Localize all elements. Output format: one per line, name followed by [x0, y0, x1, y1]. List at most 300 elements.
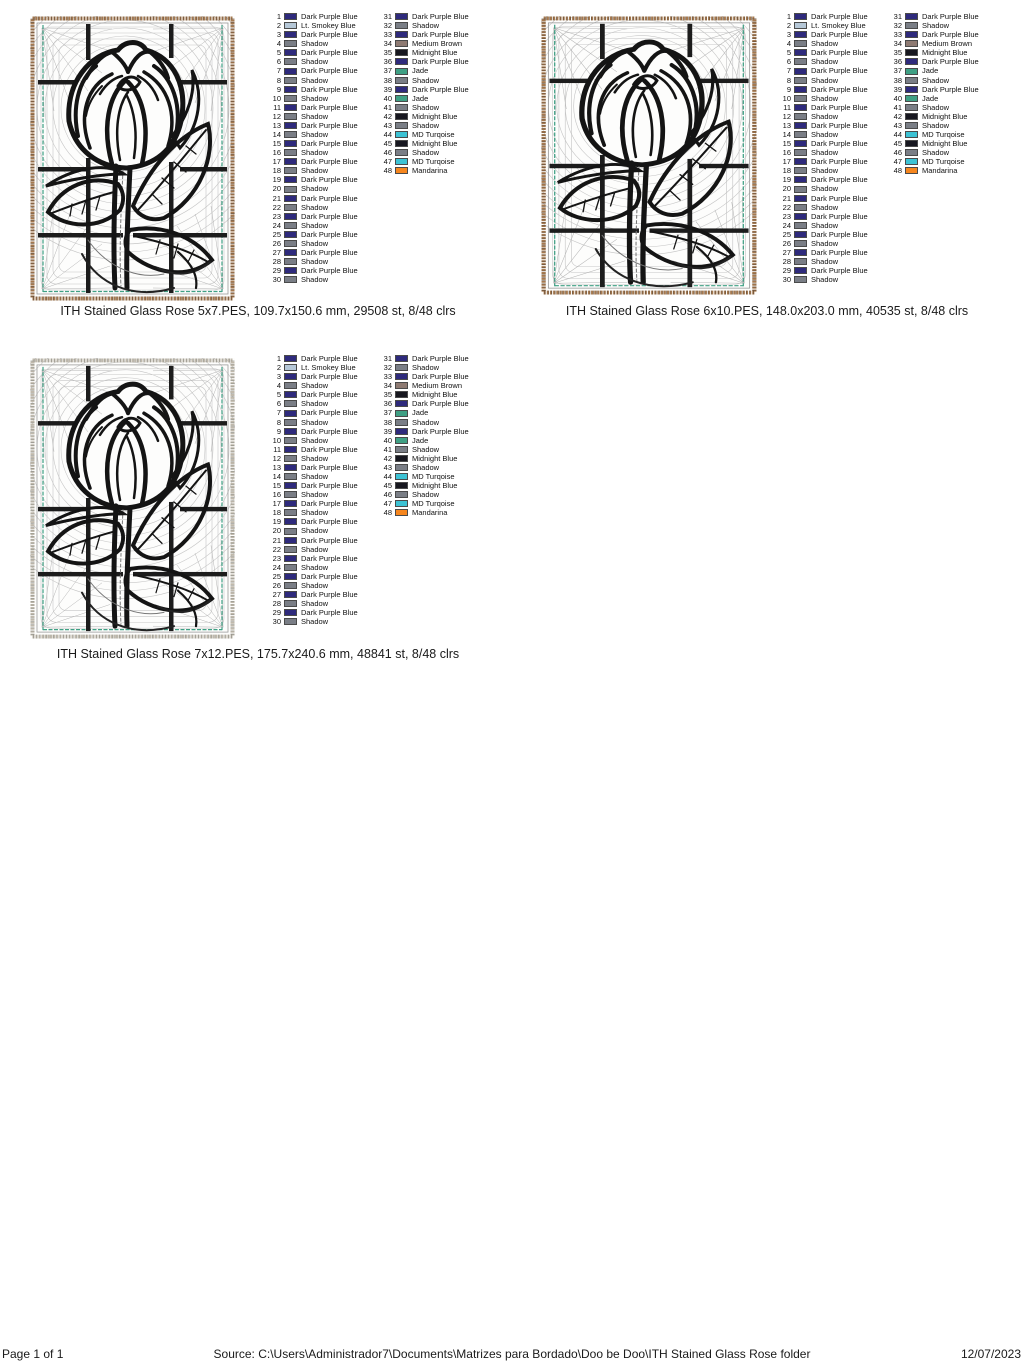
thread-number: 14	[782, 130, 791, 140]
thread-color-name: Shadow	[811, 93, 839, 103]
thread-color-row	[266, 445, 377, 454]
thread-number: 12	[782, 111, 791, 121]
thread-number: 33	[893, 30, 902, 40]
thread-number: 26	[782, 238, 791, 248]
thread-color-row	[776, 212, 887, 221]
thread-color-swatch	[284, 591, 297, 598]
thread-color-name: Dark Purple Blue	[811, 266, 868, 276]
thread-color-row	[266, 184, 377, 193]
thread-color-name: Shadow	[412, 102, 440, 112]
thread-color-row	[776, 239, 887, 248]
thread-color-column	[377, 12, 488, 284]
thread-number: 25	[272, 229, 281, 239]
thread-color-name: Dark Purple Blue	[412, 84, 469, 94]
thread-color-swatch	[905, 58, 918, 65]
thread-number: 6	[276, 399, 281, 409]
thread-color-name: Shadow	[811, 257, 839, 267]
thread-color-name: Dark Purple Blue	[811, 193, 868, 203]
thread-color-row	[776, 94, 887, 103]
thread-color-swatch	[284, 158, 297, 165]
thread-color-row	[377, 21, 488, 30]
thread-color-swatch	[794, 40, 807, 47]
thread-color-swatch	[905, 122, 918, 129]
thread-color-name: Dark Purple Blue	[301, 608, 358, 618]
thread-color-row	[266, 418, 377, 427]
thread-number: 41	[893, 102, 902, 112]
thread-color-name: Jade	[922, 93, 939, 103]
thread-number: 33	[383, 372, 392, 382]
thread-color-swatch	[284, 464, 297, 471]
thread-color-swatch	[395, 391, 408, 398]
thread-color-swatch	[395, 113, 408, 120]
thread-color-row	[266, 48, 377, 57]
design-thumbnail-6x10	[541, 16, 757, 295]
thread-color-column	[887, 12, 998, 284]
thread-number: 46	[383, 148, 392, 158]
thread-color-swatch	[284, 355, 297, 362]
thread-color-name: Midnight Blue	[412, 453, 458, 463]
thread-color-row	[266, 390, 377, 399]
thread-number: 3	[276, 30, 281, 40]
thread-color-swatch	[905, 68, 918, 75]
thread-number: 27	[272, 590, 281, 600]
thread-color-row	[887, 39, 998, 48]
thread-number: 14	[272, 130, 281, 140]
thread-number: 11	[273, 444, 281, 454]
thread-color-row	[887, 139, 998, 148]
thread-color-swatch	[284, 564, 297, 571]
thread-color-name: Shadow	[811, 184, 839, 194]
thread-number: 10	[782, 93, 791, 103]
thread-color-row	[266, 230, 377, 239]
thread-color-swatch	[395, 104, 408, 111]
thread-color-name: Dark Purple Blue	[811, 12, 868, 21]
thread-color-name: Shadow	[301, 275, 329, 285]
thread-number: 28	[272, 599, 281, 609]
thread-color-row	[776, 166, 887, 175]
thread-color-row	[377, 490, 488, 499]
thread-color-name: Shadow	[301, 75, 329, 85]
thread-color-row	[266, 130, 377, 139]
thread-number: 22	[272, 544, 281, 554]
thread-color-row	[377, 508, 488, 517]
thread-color-swatch	[284, 149, 297, 156]
thread-color-name: Midnight Blue	[412, 111, 458, 121]
thread-color-name: Dark Purple Blue	[811, 102, 868, 112]
thread-color-row	[887, 112, 998, 121]
thread-color-row	[266, 76, 377, 85]
thread-color-name: Shadow	[811, 275, 839, 285]
thread-number: 44	[383, 472, 392, 482]
thread-color-name: Dark Purple Blue	[301, 590, 358, 600]
thread-color-name: Jade	[412, 66, 429, 76]
thread-number: 48	[383, 166, 392, 176]
thread-color-swatch	[284, 186, 297, 193]
thread-number: 6	[276, 57, 281, 67]
thread-color-name: Shadow	[301, 580, 329, 590]
thread-color-row	[377, 363, 488, 372]
thread-color-row	[377, 57, 488, 66]
thread-color-row	[266, 57, 377, 66]
thread-number: 29	[782, 266, 791, 276]
thread-color-name: Dark Purple Blue	[412, 426, 469, 436]
thread-color-row	[377, 39, 488, 48]
thread-color-name: Midnight Blue	[922, 139, 968, 149]
thread-color-name: Shadow	[301, 508, 329, 518]
thread-color-row	[776, 221, 887, 230]
thread-color-name: Shadow	[412, 444, 440, 454]
thread-number: 44	[893, 130, 902, 140]
thread-color-swatch	[395, 500, 408, 507]
thread-color-swatch	[794, 158, 807, 165]
thread-color-name: Dark Purple Blue	[301, 390, 358, 400]
thread-color-name: Dark Purple Blue	[922, 84, 979, 94]
thread-color-swatch	[794, 68, 807, 75]
thread-color-swatch	[284, 49, 297, 56]
thread-color-row	[266, 563, 377, 572]
thread-color-name: Shadow	[301, 39, 329, 49]
thread-color-swatch	[905, 140, 918, 147]
thread-number: 23	[272, 553, 281, 563]
thread-color-name: Shadow	[301, 399, 329, 409]
thread-color-row	[266, 363, 377, 372]
stained-glass-rose-graphic	[30, 358, 235, 639]
thread-color-name: Dark Purple Blue	[301, 408, 358, 418]
thread-color-name: Midnight Blue	[412, 48, 458, 58]
thread-color-swatch	[905, 40, 918, 47]
thread-color-name: Shadow	[301, 257, 329, 267]
thread-number: 18	[782, 166, 791, 176]
thread-color-swatch	[794, 49, 807, 56]
thread-number: 32	[383, 21, 392, 31]
thread-color-name: Mandarina	[412, 166, 448, 176]
thread-color-swatch	[905, 113, 918, 120]
thread-number: 18	[272, 508, 281, 518]
thread-color-swatch	[395, 364, 408, 371]
thread-number: 13	[782, 120, 791, 130]
thread-number: 14	[272, 472, 281, 482]
thread-color-swatch	[905, 31, 918, 38]
thread-number: 36	[893, 57, 902, 67]
thread-color-row	[776, 275, 887, 284]
thread-color-name: Shadow	[301, 130, 329, 140]
thread-number: 2	[276, 363, 281, 373]
thread-color-name: Shadow	[811, 148, 839, 158]
thread-color-row	[377, 166, 488, 175]
thread-color-swatch	[395, 77, 408, 84]
thread-color-swatch	[395, 373, 408, 380]
thread-color-swatch	[395, 410, 408, 417]
thread-color-swatch	[794, 122, 807, 129]
thread-color-swatch	[905, 158, 918, 165]
thread-color-name: Midnight Blue	[412, 481, 458, 491]
thread-number: 37	[383, 66, 392, 76]
thread-color-swatch	[905, 86, 918, 93]
thread-color-swatch	[284, 609, 297, 616]
thread-color-row	[266, 139, 377, 148]
thread-color-row	[377, 12, 488, 21]
thread-color-row	[266, 166, 377, 175]
thread-color-swatch	[905, 104, 918, 111]
thread-color-swatch	[794, 149, 807, 156]
thread-color-row	[266, 194, 377, 203]
thread-number: 42	[383, 111, 392, 121]
thread-color-swatch	[794, 240, 807, 247]
thread-number: 47	[383, 499, 392, 509]
thread-color-swatch	[284, 482, 297, 489]
thread-color-name: Shadow	[412, 21, 440, 31]
thread-color-swatch	[794, 258, 807, 265]
thread-color-row	[776, 194, 887, 203]
thread-color-swatch	[284, 400, 297, 407]
thread-color-name: Shadow	[301, 184, 329, 194]
thread-color-name: Dark Purple Blue	[301, 12, 358, 21]
thread-color-name: Shadow	[301, 57, 329, 67]
thread-color-row	[266, 21, 377, 30]
thread-color-row	[266, 536, 377, 545]
thread-color-swatch	[284, 276, 297, 283]
thread-color-name: Shadow	[301, 417, 329, 427]
thread-color-row	[377, 390, 488, 399]
thread-color-swatch	[284, 140, 297, 147]
design-caption-6x10: ITH Stained Glass Rose 6x10.PES, 148.0x203.0 mm, 40535 st, 8/48 clrs	[565, 304, 969, 318]
thread-number: 41	[383, 444, 392, 454]
thread-color-swatch	[284, 167, 297, 174]
thread-color-name: Shadow	[412, 417, 440, 427]
thread-color-name: Dark Purple Blue	[301, 30, 358, 40]
thread-color-row	[377, 94, 488, 103]
thread-color-swatch	[284, 13, 297, 20]
thread-color-name: Shadow	[301, 238, 329, 248]
thread-color-swatch	[794, 104, 807, 111]
thread-number: 11	[273, 102, 281, 112]
thread-color-swatch	[905, 95, 918, 102]
thread-color-name: MD Turqoise	[412, 157, 455, 167]
thread-color-row	[377, 381, 488, 390]
design-thumbnail-5x7	[30, 16, 235, 301]
thread-color-row	[377, 408, 488, 417]
thread-number: 16	[272, 490, 281, 500]
thread-color-name: Shadow	[301, 220, 329, 230]
thread-color-swatch	[395, 355, 408, 362]
thread-number: 34	[383, 381, 392, 391]
thread-number: 20	[272, 184, 281, 194]
thread-color-name: Dark Purple Blue	[301, 48, 358, 58]
thread-color-swatch	[284, 600, 297, 607]
thread-color-name: Jade	[922, 66, 939, 76]
thread-color-row	[377, 418, 488, 427]
thread-number: 38	[893, 75, 902, 85]
thread-color-swatch	[794, 86, 807, 93]
thread-color-swatch	[395, 86, 408, 93]
thread-color-row	[776, 184, 887, 193]
thread-color-swatch	[284, 22, 297, 29]
thread-color-name: Lt. Smokey Blue	[811, 21, 866, 31]
thread-number: 34	[893, 39, 902, 49]
thread-color-swatch	[395, 167, 408, 174]
thread-number: 43	[383, 462, 392, 472]
thread-color-name: Shadow	[301, 166, 329, 176]
thread-number: 28	[272, 257, 281, 267]
thread-number: 5	[276, 390, 281, 400]
thread-color-swatch	[905, 22, 918, 29]
thread-color-name: Shadow	[811, 220, 839, 230]
thread-number: 9	[786, 84, 791, 94]
thread-number: 16	[272, 148, 281, 158]
thread-color-swatch	[284, 258, 297, 265]
thread-color-name: MD Turqoise	[922, 130, 965, 140]
thread-color-swatch	[395, 455, 408, 462]
thread-color-column	[776, 12, 887, 284]
thread-color-name: Shadow	[301, 472, 329, 482]
thread-color-row	[266, 221, 377, 230]
thread-number: 43	[893, 120, 902, 130]
thread-color-row	[887, 157, 998, 166]
footer-source-path: Source: C:\Users\Administrador7\Documents\Matrizes para Bordado\Doo be Doo\ITH Stained Glass Rose folder	[213, 1347, 811, 1361]
thread-color-swatch	[284, 382, 297, 389]
thread-color-swatch	[284, 555, 297, 562]
thread-color-swatch	[284, 240, 297, 247]
thread-number: 24	[272, 220, 281, 230]
thread-number: 7	[276, 66, 281, 76]
thread-color-row	[887, 21, 998, 30]
thread-color-name: Shadow	[301, 599, 329, 609]
thread-color-row	[266, 572, 377, 581]
thread-color-row	[887, 12, 998, 21]
thread-color-name: Shadow	[301, 490, 329, 500]
thread-color-row	[776, 121, 887, 130]
thread-color-name: Shadow	[811, 130, 839, 140]
thread-number: 12	[272, 111, 281, 121]
thread-color-row	[377, 481, 488, 490]
footer-date: 12/07/2023	[960, 1347, 1021, 1361]
thread-color-row	[266, 463, 377, 472]
thread-color-column	[377, 354, 488, 626]
thread-color-row	[266, 599, 377, 608]
thread-color-name: Jade	[412, 435, 429, 445]
thread-color-swatch	[905, 149, 918, 156]
design-caption-5x7: ITH Stained Glass Rose 5x7.PES, 109.7x150.6 mm, 29508 st, 8/48 clrs	[60, 304, 456, 318]
thread-color-list-6x10	[776, 12, 998, 284]
thread-color-name: Shadow	[811, 39, 839, 49]
thread-color-row	[266, 239, 377, 248]
thread-color-row	[776, 157, 887, 166]
thread-color-row	[377, 427, 488, 436]
thread-color-name: Dark Purple Blue	[811, 248, 868, 258]
thread-number: 40	[893, 93, 902, 103]
thread-color-name: Dark Purple Blue	[301, 444, 358, 454]
thread-color-name: Shadow	[301, 111, 329, 121]
thread-color-name: Shadow	[811, 57, 839, 67]
thread-color-name: Midnight Blue	[922, 48, 968, 58]
thread-color-swatch	[284, 446, 297, 453]
thread-color-name: Lt. Smokey Blue	[301, 363, 356, 373]
thread-number: 45	[893, 139, 902, 149]
thread-color-swatch	[395, 95, 408, 102]
thread-color-name: Dark Purple Blue	[301, 517, 358, 527]
thread-color-swatch	[284, 410, 297, 417]
thread-color-name: Dark Purple Blue	[301, 248, 358, 258]
thread-color-name: Dark Purple Blue	[301, 139, 358, 149]
thread-number: 40	[383, 93, 392, 103]
thread-number: 30	[272, 617, 281, 627]
thread-number: 3	[786, 30, 791, 40]
thread-color-swatch	[905, 167, 918, 174]
thread-color-name: Dark Purple Blue	[301, 211, 358, 221]
thread-number: 5	[276, 48, 281, 58]
thread-number: 17	[272, 499, 281, 509]
thread-number: 30	[782, 275, 791, 285]
thread-color-name: Shadow	[811, 202, 839, 212]
thread-color-row	[266, 617, 377, 626]
thread-color-name: Dark Purple Blue	[922, 30, 979, 40]
thread-color-name: Dark Purple Blue	[301, 462, 358, 472]
thread-color-name: Dark Purple Blue	[301, 354, 358, 363]
thread-number: 29	[272, 608, 281, 618]
thread-color-swatch	[395, 140, 408, 147]
thread-color-row	[266, 517, 377, 526]
thread-number: 6	[786, 57, 791, 67]
thread-color-name: Shadow	[301, 526, 329, 536]
thread-color-name: Dark Purple Blue	[301, 426, 358, 436]
thread-color-row	[266, 545, 377, 554]
thread-color-row	[776, 230, 887, 239]
thread-color-row	[377, 85, 488, 94]
thread-number: 44	[383, 130, 392, 140]
thread-color-swatch	[395, 40, 408, 47]
thread-number: 23	[782, 211, 791, 221]
stained-glass-rose-graphic	[30, 16, 235, 301]
thread-color-row	[887, 57, 998, 66]
thread-number: 2	[276, 21, 281, 31]
thread-color-name: Medium Brown	[922, 39, 973, 49]
thread-color-name: Shadow	[412, 148, 440, 158]
thread-color-row	[776, 30, 887, 39]
thread-color-row	[776, 257, 887, 266]
thread-color-row	[266, 481, 377, 490]
thread-color-list-5x7	[266, 12, 488, 284]
thread-number: 31	[383, 354, 392, 363]
thread-color-list-7x12	[266, 354, 488, 626]
thread-color-name: Dark Purple Blue	[301, 481, 358, 491]
thread-color-swatch	[284, 373, 297, 380]
thread-color-row	[266, 112, 377, 121]
thread-color-row	[377, 121, 488, 130]
thread-number: 36	[383, 399, 392, 409]
thread-number: 15	[782, 139, 791, 149]
thread-color-swatch	[395, 509, 408, 516]
thread-color-swatch	[905, 13, 918, 20]
thread-color-row	[377, 372, 488, 381]
thread-color-row	[887, 94, 998, 103]
thread-color-name: Dark Purple Blue	[301, 499, 358, 509]
thread-color-row	[266, 590, 377, 599]
thread-color-swatch	[794, 222, 807, 229]
thread-color-name: Shadow	[811, 166, 839, 176]
thread-number: 36	[383, 57, 392, 67]
thread-color-row	[377, 76, 488, 85]
design-thumbnail-7x12	[30, 358, 235, 639]
thread-number: 23	[272, 211, 281, 221]
thread-color-row	[776, 39, 887, 48]
thread-color-swatch	[284, 104, 297, 111]
thread-color-row	[266, 66, 377, 75]
thread-number: 42	[383, 453, 392, 463]
thread-number: 9	[276, 84, 281, 94]
thread-color-name: Shadow	[412, 462, 440, 472]
thread-color-swatch	[284, 40, 297, 47]
thread-color-name: Shadow	[412, 363, 440, 373]
